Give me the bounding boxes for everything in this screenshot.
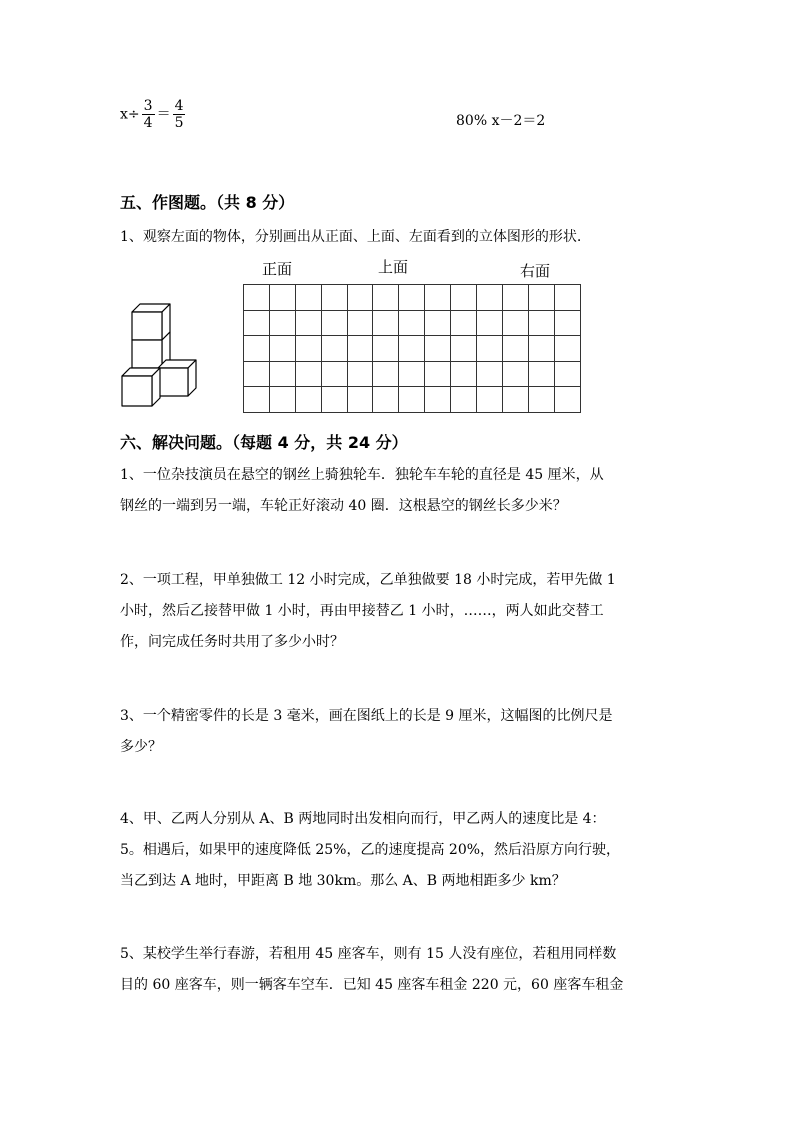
grid-cell	[451, 336, 477, 362]
grid-cell	[502, 310, 528, 336]
section5-question: 1、观察左面的物体，分别画出从正面、上面、左面看到的立体图形的形状.	[120, 229, 582, 245]
grid-cell	[295, 285, 321, 311]
question-line: 3、一个精密零件的长是 3 毫米，画在图纸上的长是 9 厘米，这幅图的比例尺是	[120, 708, 613, 724]
question-line: 小时，然后乙接替甲做 1 小时，再由甲接替乙 1 小时，……，两人如此交替工	[120, 603, 604, 619]
fraction-three-quarters	[142, 98, 155, 131]
grid-cell	[347, 310, 373, 336]
cube-front-face	[132, 312, 162, 340]
grid-cell	[295, 336, 321, 362]
grid-cell	[244, 387, 270, 413]
section5-title: 五、作图题。（共 8 分）	[120, 193, 295, 212]
grid-cell	[554, 310, 580, 336]
grid-cell	[373, 361, 399, 387]
grid-cell	[244, 361, 270, 387]
grid-cell	[269, 310, 295, 336]
question-line: 作，问完成任务时共用了多少小时？	[120, 634, 344, 650]
equation-right: 80% x－2＝2	[456, 113, 546, 129]
grid-cell	[373, 336, 399, 362]
grid-cell	[244, 310, 270, 336]
grid-cell	[269, 361, 295, 387]
question-1	[120, 460, 668, 522]
grid-cell	[399, 336, 425, 362]
question-line: 多少？	[120, 739, 162, 755]
grid-cell	[347, 387, 373, 413]
grid-cell	[425, 361, 451, 387]
grid-cell	[321, 387, 347, 413]
grid-cell	[321, 310, 347, 336]
grid-cell	[477, 387, 503, 413]
grid-cell	[477, 361, 503, 387]
fraction-numerator: 4	[174, 98, 184, 114]
grid-row	[244, 387, 581, 413]
grid-cell	[477, 285, 503, 311]
grid-cell	[295, 310, 321, 336]
grid-row	[244, 285, 581, 311]
grid-cell	[502, 361, 528, 387]
grid-cell	[347, 285, 373, 311]
cube-front-face	[132, 340, 162, 368]
grid-row	[244, 361, 581, 387]
equation-left	[120, 98, 187, 131]
grid-cell	[399, 387, 425, 413]
grid-cell	[399, 361, 425, 387]
grid-cell	[373, 285, 399, 311]
question-line: 5、某校学生举行春游，若租用 45 座客车，则有 15 人没有座位，若租用同样数	[120, 946, 617, 962]
grid-cell	[425, 387, 451, 413]
grid-cell	[347, 361, 373, 387]
grid-cell	[399, 285, 425, 311]
grid-cell	[295, 387, 321, 413]
grid-cell	[502, 285, 528, 311]
grid-cell	[528, 361, 554, 387]
stacked-cubes-figure	[118, 296, 204, 410]
section6-title: 六、解决问题。（每题 4 分，共 24 分）	[120, 433, 408, 452]
grid-cell	[425, 285, 451, 311]
equals-sign: ＝	[156, 106, 171, 123]
question-3	[120, 701, 668, 763]
cube-front-face	[158, 368, 188, 396]
grid-cell	[269, 387, 295, 413]
grid-cell	[451, 361, 477, 387]
question-line: 2、一项工程，甲单独做工 12 小时完成，乙单独做要 18 小时完成，若甲先做 1	[120, 572, 616, 588]
grid-cell	[244, 285, 270, 311]
question-line: 当乙到达 A 地时，甲距离 B 地 30km。那么 A、B 两地相距多少 km？	[120, 873, 566, 889]
grid-row	[244, 336, 581, 362]
grid-cell	[477, 336, 503, 362]
fraction-four-fifths	[173, 98, 186, 131]
grid-cell	[451, 387, 477, 413]
fraction-denominator: 4	[143, 115, 153, 131]
grid-cell	[347, 336, 373, 362]
question-line: 目的 60 座客车，则一辆客车空车．已知 45 座客车租金 220 元，60 座客车租金	[120, 977, 624, 993]
label-front-view: 正面	[262, 260, 293, 278]
grid-cell	[528, 336, 554, 362]
grid-cell	[451, 285, 477, 311]
grid-cell	[528, 387, 554, 413]
question-2	[120, 565, 668, 658]
grid-cell	[269, 285, 295, 311]
grid-cell	[554, 387, 580, 413]
grid-cell	[295, 361, 321, 387]
question-line: 5。相遇后，如果甲的速度降低 25%，乙的速度提高 20%，然后沿原方向行驶，	[120, 842, 621, 858]
grid-cell	[399, 310, 425, 336]
grid-cell	[502, 387, 528, 413]
grid-cell	[425, 336, 451, 362]
grid-cell	[528, 310, 554, 336]
grid-cell	[425, 310, 451, 336]
grid-cell	[373, 387, 399, 413]
grid-cell	[321, 336, 347, 362]
question-line: 1、一位杂技演员在悬空的钢丝上骑独轮车．独轮车车轮的直径是 45 厘米，从	[120, 467, 604, 483]
cube-front-face	[122, 376, 152, 406]
drawing-grid	[243, 284, 581, 413]
grid-cell	[244, 336, 270, 362]
grid-cell	[373, 310, 399, 336]
equation-left-prefix: x÷	[120, 106, 140, 123]
grid-cell	[554, 285, 580, 311]
grid-cell	[269, 336, 295, 362]
question-line: 钢丝的一端到另一端，车轮正好滚动 40 圈．这根悬空的钢丝长多少米？	[120, 498, 567, 514]
grid-cell	[528, 285, 554, 311]
grid-cell	[321, 361, 347, 387]
grid-cell	[502, 336, 528, 362]
label-top-view: 上面	[378, 258, 409, 276]
grid-cell	[554, 336, 580, 362]
fraction-denominator: 5	[174, 115, 184, 131]
question-4	[120, 804, 668, 897]
label-right-view: 右面	[520, 262, 551, 280]
grid-row	[244, 310, 581, 336]
question-line: 4、甲、乙两人分别从 A、B 两地同时出发相向而行，甲乙两人的速度比是 4：	[120, 811, 606, 827]
grid-cell	[477, 310, 503, 336]
question-5	[120, 939, 668, 1001]
grid-cell	[554, 361, 580, 387]
fraction-numerator: 3	[143, 98, 153, 114]
grid-cell	[321, 285, 347, 311]
grid-cell	[451, 310, 477, 336]
